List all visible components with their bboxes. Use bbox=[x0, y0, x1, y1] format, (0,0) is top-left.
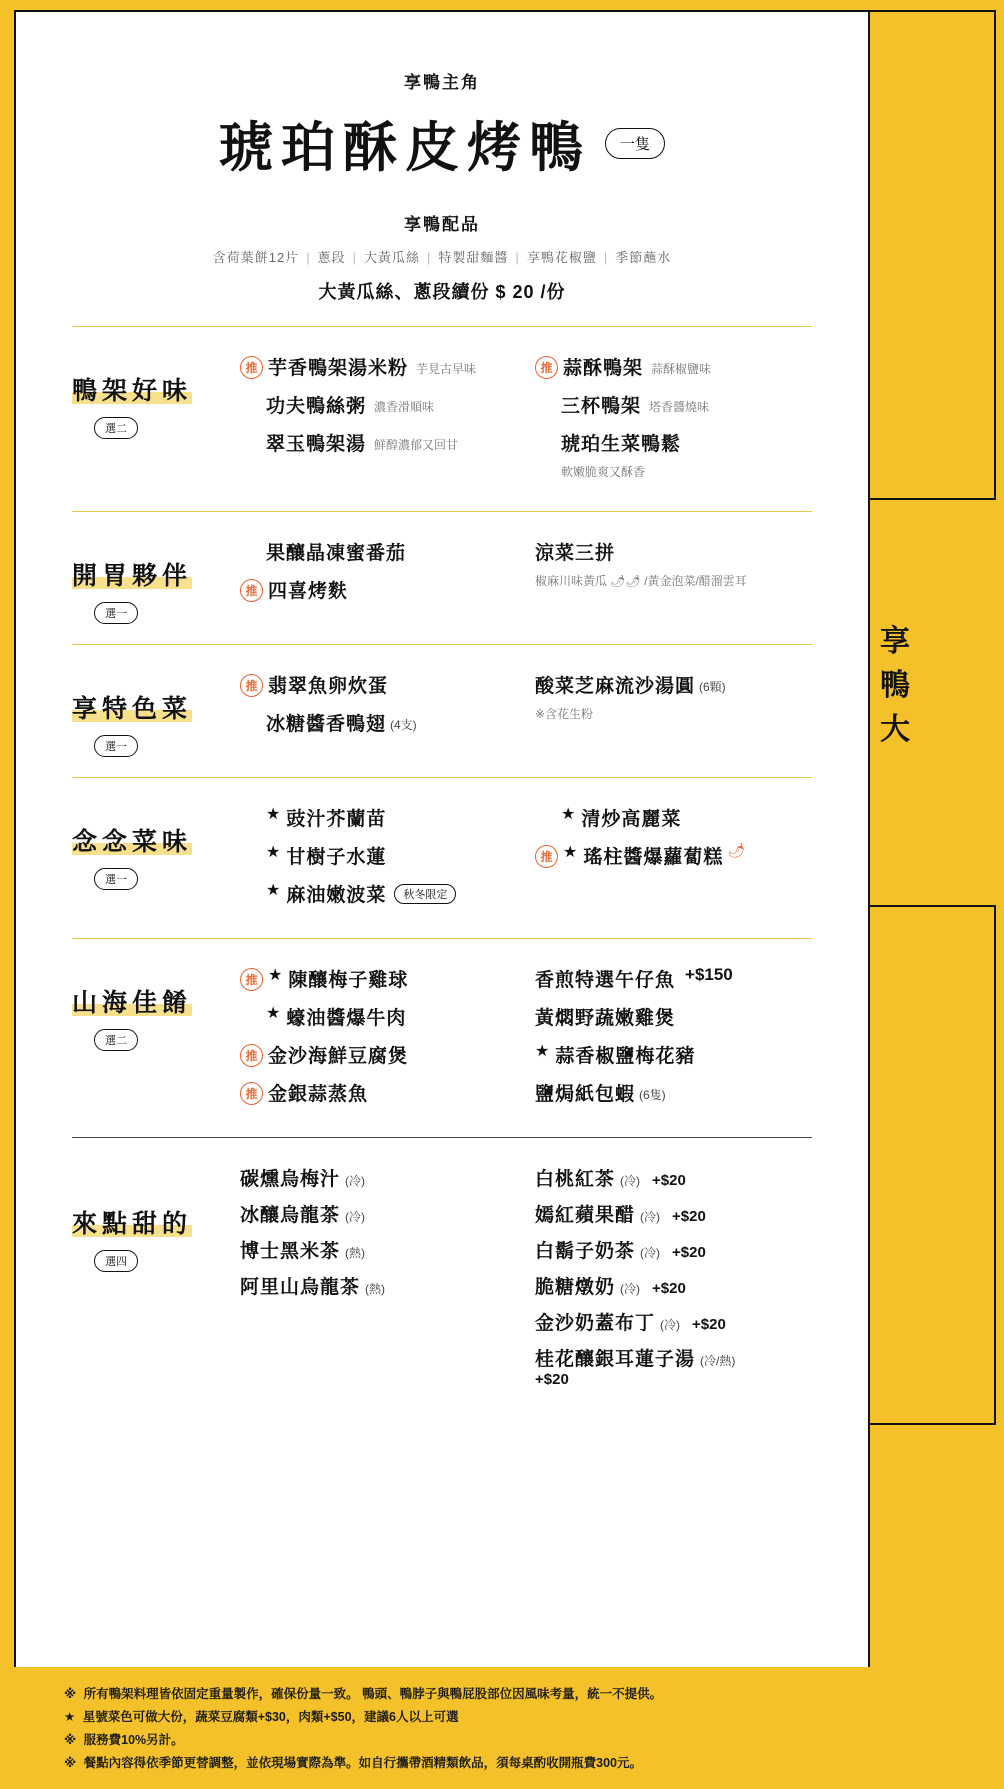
dish-subdesc: 椒麻川味黃瓜 🌶🌶 /黃金泡菜/醋溜雲耳 bbox=[535, 574, 747, 588]
section-title: 享特色菜 bbox=[72, 689, 192, 725]
dish-name: 蒜香椒鹽梅花豬 bbox=[555, 1046, 696, 1067]
dish-name: 酸菜芝麻流沙湯圓 bbox=[535, 676, 696, 697]
note-text: 所有鴨架料理皆依固定重量製作，確保份量一致。 鴨頭、鴨脖子與鴨屁股部位因風味考量，統一不提供。 bbox=[83, 1686, 663, 1701]
star-icon: ★ bbox=[535, 1043, 550, 1060]
section-choose-badge: 選二 bbox=[94, 417, 138, 439]
drink-name: 白鬍子奶茶 bbox=[535, 1241, 636, 1262]
dish-name: 麻油嫩波菜 bbox=[286, 885, 387, 906]
dish-name: 金沙海鮮豆腐煲 bbox=[268, 1046, 409, 1067]
menu-item[interactable] bbox=[240, 429, 507, 456]
dish-name: 芋香鴨架湯米粉 bbox=[268, 358, 409, 379]
note-mark: ※ bbox=[64, 1755, 77, 1770]
accessory-item: 蔥段 bbox=[317, 250, 346, 265]
section-appetizer bbox=[72, 511, 812, 644]
menu-item[interactable] bbox=[240, 538, 507, 565]
note-mark: ※ bbox=[64, 1686, 77, 1701]
drink-name: 冰釀烏龍茶 bbox=[240, 1205, 341, 1226]
dish-price: +$150 bbox=[685, 965, 733, 984]
drink-price: +$20 bbox=[672, 1244, 706, 1261]
footer-notes bbox=[0, 1667, 1004, 1789]
star-icon: ★ bbox=[266, 1005, 281, 1022]
section-title: 山海佳餚 bbox=[72, 983, 192, 1019]
section-duck-frame bbox=[72, 326, 812, 511]
drink-temp: (冷/熱) bbox=[700, 1354, 736, 1368]
dish-name: 涼菜三拼 bbox=[535, 543, 616, 564]
star-icon: ★ bbox=[266, 806, 281, 823]
drink-temp: (冷) bbox=[345, 1210, 366, 1224]
drink-temp: (冷) bbox=[640, 1210, 661, 1224]
dish-name: 蒜酥鴨架 bbox=[563, 358, 644, 379]
drink-item[interactable] bbox=[535, 1200, 802, 1227]
menu-item[interactable] bbox=[535, 1041, 802, 1068]
recommend-icon: 推 bbox=[240, 674, 263, 697]
footer-line bbox=[0, 1683, 1004, 1706]
dish-desc: 濃香滑順味 bbox=[374, 400, 435, 414]
note-mark: ※ bbox=[64, 1732, 77, 1747]
drink-temp: (冷) bbox=[620, 1174, 641, 1188]
drink-temp: (冷) bbox=[640, 1246, 661, 1260]
menu-item[interactable] bbox=[535, 391, 802, 418]
section-choose-badge: 選二 bbox=[94, 1029, 138, 1051]
title-quantity-badge: 一隻 bbox=[605, 128, 665, 159]
drink-item[interactable] bbox=[535, 1164, 802, 1191]
right-decor-frame-bottom bbox=[866, 905, 996, 1425]
dish-name: 翠玉鴨架湯 bbox=[266, 434, 367, 455]
footer-line bbox=[0, 1729, 1004, 1752]
star-icon: ★ bbox=[563, 844, 578, 861]
star-icon: ★ bbox=[266, 844, 281, 861]
note-text: 餐點內容得依季節更替調整，並依現場實際為準。如自行攜帶酒精類飲品，須每桌酌收開瓶費300元。 bbox=[83, 1755, 642, 1770]
section-specialty bbox=[72, 644, 812, 777]
menu-item[interactable] bbox=[535, 429, 802, 456]
dish-name: 琥珀生菜鴨鬆 bbox=[561, 434, 682, 455]
drink-item[interactable] bbox=[535, 1344, 802, 1388]
menu-item[interactable] bbox=[240, 353, 507, 380]
menu-item[interactable] bbox=[535, 804, 802, 831]
drink-name: 碳燻烏梅汁 bbox=[240, 1169, 341, 1190]
dish-name: 三杯鴨架 bbox=[561, 396, 642, 417]
recommend-icon: 推 bbox=[240, 1044, 263, 1067]
dish-desc: 蒜酥椒鹽味 bbox=[651, 362, 712, 376]
menu-header bbox=[16, 12, 868, 304]
note-text: 星號菜色可做大份，蔬菜豆腐類+$30，肉類+$50，建議6人以上可選 bbox=[82, 1709, 459, 1724]
dish-desc: 芋見古早味 bbox=[416, 362, 477, 376]
recommend-icon: 推 bbox=[240, 579, 263, 602]
refill-note: 大黃瓜絲、蔥段續份 $ 20 /份 bbox=[318, 282, 566, 302]
drink-temp: (冷) bbox=[660, 1318, 681, 1332]
dish-qty: (4支) bbox=[390, 718, 417, 732]
star-icon: ★ bbox=[268, 967, 283, 984]
menu-item[interactable] bbox=[240, 804, 507, 831]
drink-temp: (熱) bbox=[365, 1282, 386, 1296]
drink-item[interactable] bbox=[535, 1272, 802, 1299]
star-icon: ★ bbox=[266, 882, 281, 899]
section-choose-badge: 選一 bbox=[94, 735, 138, 757]
section-land-and-sea bbox=[72, 938, 812, 1137]
accessory-item: 特製甜麵醬 bbox=[438, 250, 509, 265]
dish-qty: (6顆) bbox=[699, 680, 726, 694]
drink-name: 桂花釀銀耳蓮子湯 bbox=[535, 1349, 696, 1370]
drink-name: 博士黑米茶 bbox=[240, 1241, 341, 1262]
menu-item[interactable] bbox=[240, 1041, 507, 1068]
recommend-icon: 推 bbox=[535, 356, 558, 379]
dish-name: 甘樹子水蓮 bbox=[286, 847, 387, 868]
accessory-item: 季節蘸水 bbox=[615, 250, 672, 265]
star-icon: ★ bbox=[561, 806, 576, 823]
dish-name: 鹽焗紙包蝦 bbox=[535, 1084, 636, 1105]
section-title: 來點甜的 bbox=[72, 1204, 192, 1240]
star-icon: ★ bbox=[64, 1709, 76, 1724]
menu-item[interactable] bbox=[535, 1079, 802, 1106]
menu-item[interactable] bbox=[240, 1079, 507, 1106]
side-decor-text: 享 鴨 大 bbox=[880, 625, 912, 746]
recommend-icon: 推 bbox=[535, 845, 558, 868]
menu-item[interactable] bbox=[535, 1003, 802, 1030]
dish-name: 豉汁芥蘭苗 bbox=[286, 809, 387, 830]
menu-sections bbox=[16, 326, 868, 1417]
menu-item[interactable] bbox=[535, 842, 802, 869]
recommend-icon: 推 bbox=[240, 1082, 263, 1105]
menu-item[interactable] bbox=[240, 671, 507, 698]
section-vegetables bbox=[72, 777, 812, 938]
menu-item[interactable] bbox=[240, 965, 507, 992]
menu-item[interactable] bbox=[240, 709, 507, 736]
section-choose-badge: 選一 bbox=[94, 602, 138, 624]
note-text: 服務費10%另計。 bbox=[83, 1732, 184, 1747]
drink-item[interactable] bbox=[240, 1272, 507, 1299]
menu-item[interactable] bbox=[240, 880, 507, 907]
drink-price: +$20 bbox=[535, 1371, 569, 1388]
section-choose-badge: 選四 bbox=[94, 1250, 138, 1272]
menu-item[interactable] bbox=[240, 842, 507, 869]
accessory-list: 含荷葉餅12片 | 蔥段 | 大黃瓜絲 | 特製甜麵醬 | 享鴨花椒鹽 | 季節蘸水 bbox=[212, 250, 672, 265]
drink-price: +$20 bbox=[692, 1316, 726, 1333]
dish-desc: 塔香醬燒味 bbox=[649, 400, 710, 414]
dish-subdesc: ※含花生粉 bbox=[535, 707, 594, 721]
accessory-item: 享鴨花椒鹽 bbox=[526, 250, 597, 265]
dish-name: 功夫鴨絲粥 bbox=[266, 396, 367, 417]
drink-name: 脆糖燉奶 bbox=[535, 1277, 616, 1298]
header-subtitle-accessories: 享鴨配品 bbox=[404, 215, 480, 234]
dish-name: 翡翠魚卵炊蛋 bbox=[268, 676, 389, 697]
accessory-item: 大黃瓜絲 bbox=[364, 250, 421, 265]
dish-subdesc: 軟嫩脆爽又酥香 bbox=[561, 465, 646, 479]
drink-item[interactable] bbox=[240, 1200, 507, 1227]
dish-name: 陳釀梅子雞球 bbox=[288, 970, 409, 991]
menu-item[interactable] bbox=[535, 671, 802, 698]
dish-desc: 鮮醇濃郁又回甘 bbox=[374, 438, 459, 452]
drink-name: 阿里山烏龍茶 bbox=[240, 1277, 361, 1298]
drink-price: +$20 bbox=[672, 1208, 706, 1225]
dish-name: 冰糖醬香鴨翅 bbox=[266, 714, 387, 735]
menu-item[interactable] bbox=[240, 576, 507, 603]
drink-price: +$20 bbox=[652, 1172, 686, 1189]
header-subtitle-top: 享鴨主角 bbox=[404, 73, 480, 92]
footer-line bbox=[0, 1706, 1004, 1729]
recommend-icon: 推 bbox=[240, 356, 263, 379]
dish-name: 果釀晶凍蜜番茄 bbox=[266, 543, 407, 564]
dish-name: 瑤柱醬爆蘿蔔糕 bbox=[583, 847, 724, 868]
dish-name: 香煎特選午仔魚 bbox=[535, 970, 676, 991]
section-title: 鴨架好味 bbox=[72, 371, 192, 407]
footer-line bbox=[0, 1752, 1004, 1775]
menu-card bbox=[14, 10, 870, 1778]
menu-item[interactable] bbox=[535, 965, 802, 992]
dish-name: 黃燜野蔬嫩雞煲 bbox=[535, 1008, 676, 1029]
menu-item[interactable] bbox=[240, 1003, 507, 1030]
dish-qty: (6隻) bbox=[639, 1088, 666, 1102]
seasonal-tag: 秋冬限定 bbox=[394, 884, 456, 904]
drink-temp: (熱) bbox=[345, 1246, 366, 1260]
drink-name: 白桃紅茶 bbox=[535, 1169, 616, 1190]
drink-name: 金沙奶蓋布丁 bbox=[535, 1313, 656, 1334]
dish-name: 蠔油醬爆牛肉 bbox=[286, 1008, 407, 1029]
drink-item[interactable] bbox=[535, 1236, 802, 1263]
section-title: 開胃夥伴 bbox=[72, 556, 192, 592]
drink-item[interactable] bbox=[535, 1308, 802, 1335]
section-title: 念念菜味 bbox=[72, 822, 192, 858]
right-decor-frame-top bbox=[866, 10, 996, 500]
drink-price: +$20 bbox=[652, 1280, 686, 1297]
drink-temp: (冷) bbox=[620, 1282, 641, 1296]
drink-item[interactable] bbox=[240, 1236, 507, 1263]
chili-icon: 🌶 bbox=[727, 842, 746, 858]
section-choose-badge: 選一 bbox=[94, 868, 138, 890]
drink-temp: (冷) bbox=[345, 1174, 366, 1188]
menu-item[interactable] bbox=[535, 353, 802, 380]
dish-name: 四喜烤麩 bbox=[268, 581, 349, 602]
dish-name: 金銀蒜蒸魚 bbox=[268, 1084, 369, 1105]
drink-item[interactable] bbox=[240, 1164, 507, 1191]
menu-item[interactable] bbox=[240, 391, 507, 418]
drink-name: 嫣紅蘋果醋 bbox=[535, 1205, 636, 1226]
accessory-item: 含荷葉餅12片 bbox=[212, 250, 300, 265]
section-drinks bbox=[72, 1137, 812, 1417]
menu-item[interactable] bbox=[535, 538, 802, 565]
dish-name: 清炒高麗菜 bbox=[581, 809, 682, 830]
page-title: 琥珀酥皮烤鴨 bbox=[218, 118, 591, 178]
recommend-icon: 推 bbox=[240, 968, 263, 991]
